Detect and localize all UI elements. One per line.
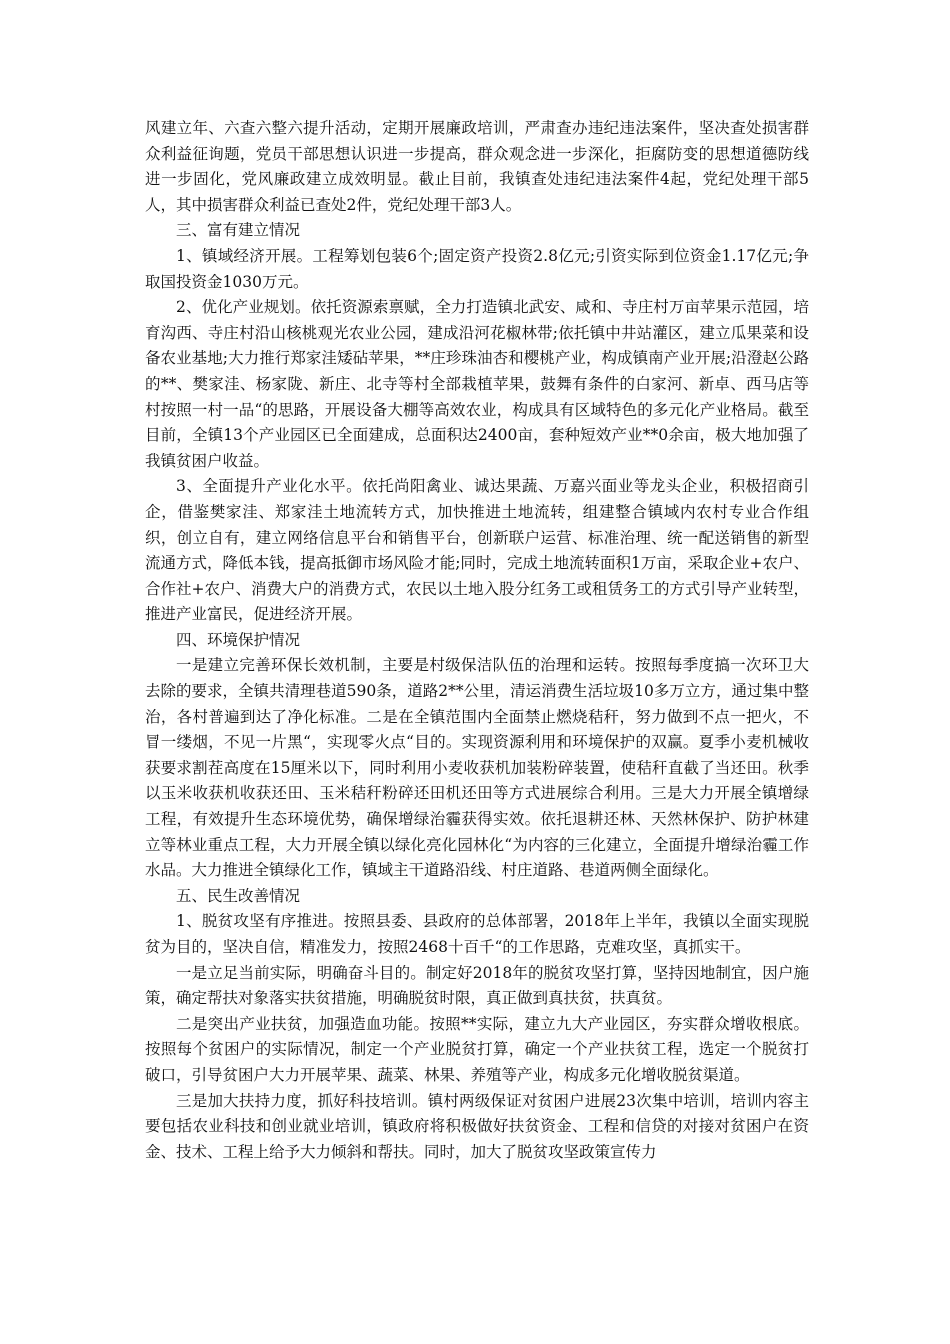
document-page [145,116,809,1165]
paragraph-environment: 一是建立完善环保长效机制，主要是村级保洁队伍的治理和运转。按照每季度搞一次环卫大去除的要求，全镇共清理巷道590条，道路2**公里，清运消费生活垃圾10多万立方，通过集中整治，各村普遍到达了净化标准。二是在全镇范围内全面禁止燃烧秸秆，努力做到不点一把火，不冒一缕烟，不见一片黑“，实现零火点“目的。实现资源利用和环境保护的双赢。夏季小麦机械收获要求割茬高度在15厘米以下，同时利用小麦收获机加装粉碎装置，使秸秆直截了当还田。秋季以玉米收获机收获还田、玉米秸秆粉碎还田机还田等方式进展综合利用。三是大力开展全镇增绿工程，有效提升生态环境优势，确保增绿治霾获得实效。依托退耕还林、天然林保护、防护林建立等林业重点工程，大力开展全镇以绿化亮化园林化“为内容的三化建立，全面提升增绿治霾工作水品。大力推进全镇绿化工作，镇域主干道路沿线、村庄道路、巷道两侧全面绿化。 [145,656,809,880]
paragraph-industry-planning: 2、优化产业规划。依托资源索禀赋，全力打造镇北武安、咸和、寺庄村万亩苹果示范园，培育沟西、寺庄村沿山核桃观光农业公园，建成沿河花椒林带;依托镇中井站灌区，建立瓜果菜和设备农业基地;大力推行郑家洼矮砧苹果，**庄珍珠油杏和樱桃产业，构成镇南产业开展;沿澄赵公路的**、樊家洼、杨家陇、新庄、北寺等村全部栽植苹果，鼓舞有条件的白家河、新卓、西马店等村按照一村一品“的思路，开展设备大棚等高效农业，构成具有区域特色的多元化产业格局。截至目前，全镇13个产业园区已全面建成，总面积达2400亩，套种短效产业**0余亩，极大地加强了我镇贫困户收益。 [145,298,809,470]
paragraph-industrialization: 3、全面提升产业化水平。依托尚阳禽业、诚达果蔬、万嘉兴面业等龙头企业，积极招商引企，借鉴樊家洼、郑家洼土地流转方式，加快推进土地流转，组建整合镇域内农村专业合作组织，创立自有，建立网络信息平台和销售平台，创新联户运营、标准治理、统一配送销售的新型流通方式，降低本钱，提高抵御市场风险才能;同时，完成土地流转面积1万亩，采取企业+农户、合作社+农户、消费大户的消费方式，农民以土地入股分红务工或租赁务工的方式引导产业转型，推进产业富民，促进经济开展。 [145,477,809,624]
paragraph-training: 三是加大扶持力度，抓好科技培训。镇村两级保证对贫困户进展23次集中培训，培训内容主要包括农业科技和创业就业培训，镇政府将积极做好扶贫资金、工程和信贷的对接对贫困户在资金、技术、工程上给予大力倾斜和帮扶。同时，加大了脱贫攻坚政策宣传力 [145,1091,809,1161]
paragraph-economy: 1、镇域经济开展。工程筹划包装6个;固定资产投资2.8亿元;引资实际到位资金1.17亿元;争取国投资金1030万元。 [145,246,809,291]
heading-livelihood: 五、民生改善情况 [176,886,301,905]
heading-environment: 四、环境保护情况 [176,630,301,649]
paragraph-goal-setting: 一是立足当前实际，明确奋斗目的。制定好2018年的脱贫攻坚打算，坚持因地制宜，因户施策，确定帮扶对象落实扶贫措施，明确脱贫时限，真正做到真扶贫，扶真贫。 [145,963,809,1008]
paragraph-industry-support: 二是突出产业扶贫，加强造血功能。按照**实际，建立九大产业园区，夯实群众增收根底。按照每个贫困户的实际情况，制定一个产业脱贫打算，确定一个产业扶贫工程，选定一个脱贫打破口，引导贫困户大力开展苹果、蔬菜、林果、养殖等产业，构成多元化增收脱贫渠道。 [145,1014,809,1084]
heading-prosperity: 三、富有建立情况 [176,221,301,240]
paragraph-poverty-alleviation: 1、脱贫攻坚有序推进。按照县委、县政府的总体部署，2018年上半年，我镇以全面实现脱贫为目的，坚决自信，精准发力，按照2468十百千“的工作思路，克难攻坚，真抓实干。 [145,912,809,956]
paragraph-party-conduct-continued: 风建立年、六查六整六提升活动，定期开展廉政培训，严肃查办违纪违法案件，坚决查处损害群众利益征询题，党员干部思想认识进一步提高，群众观念进一步深化，拒腐防变的思想道德防线进一步固化，党风廉政建立成效明显。截止目前，我镇查处违纪违法案件4起，党纪处理干部5人，其中损害群众利益已查处2件，党纪处理干部3人。 [145,119,809,214]
